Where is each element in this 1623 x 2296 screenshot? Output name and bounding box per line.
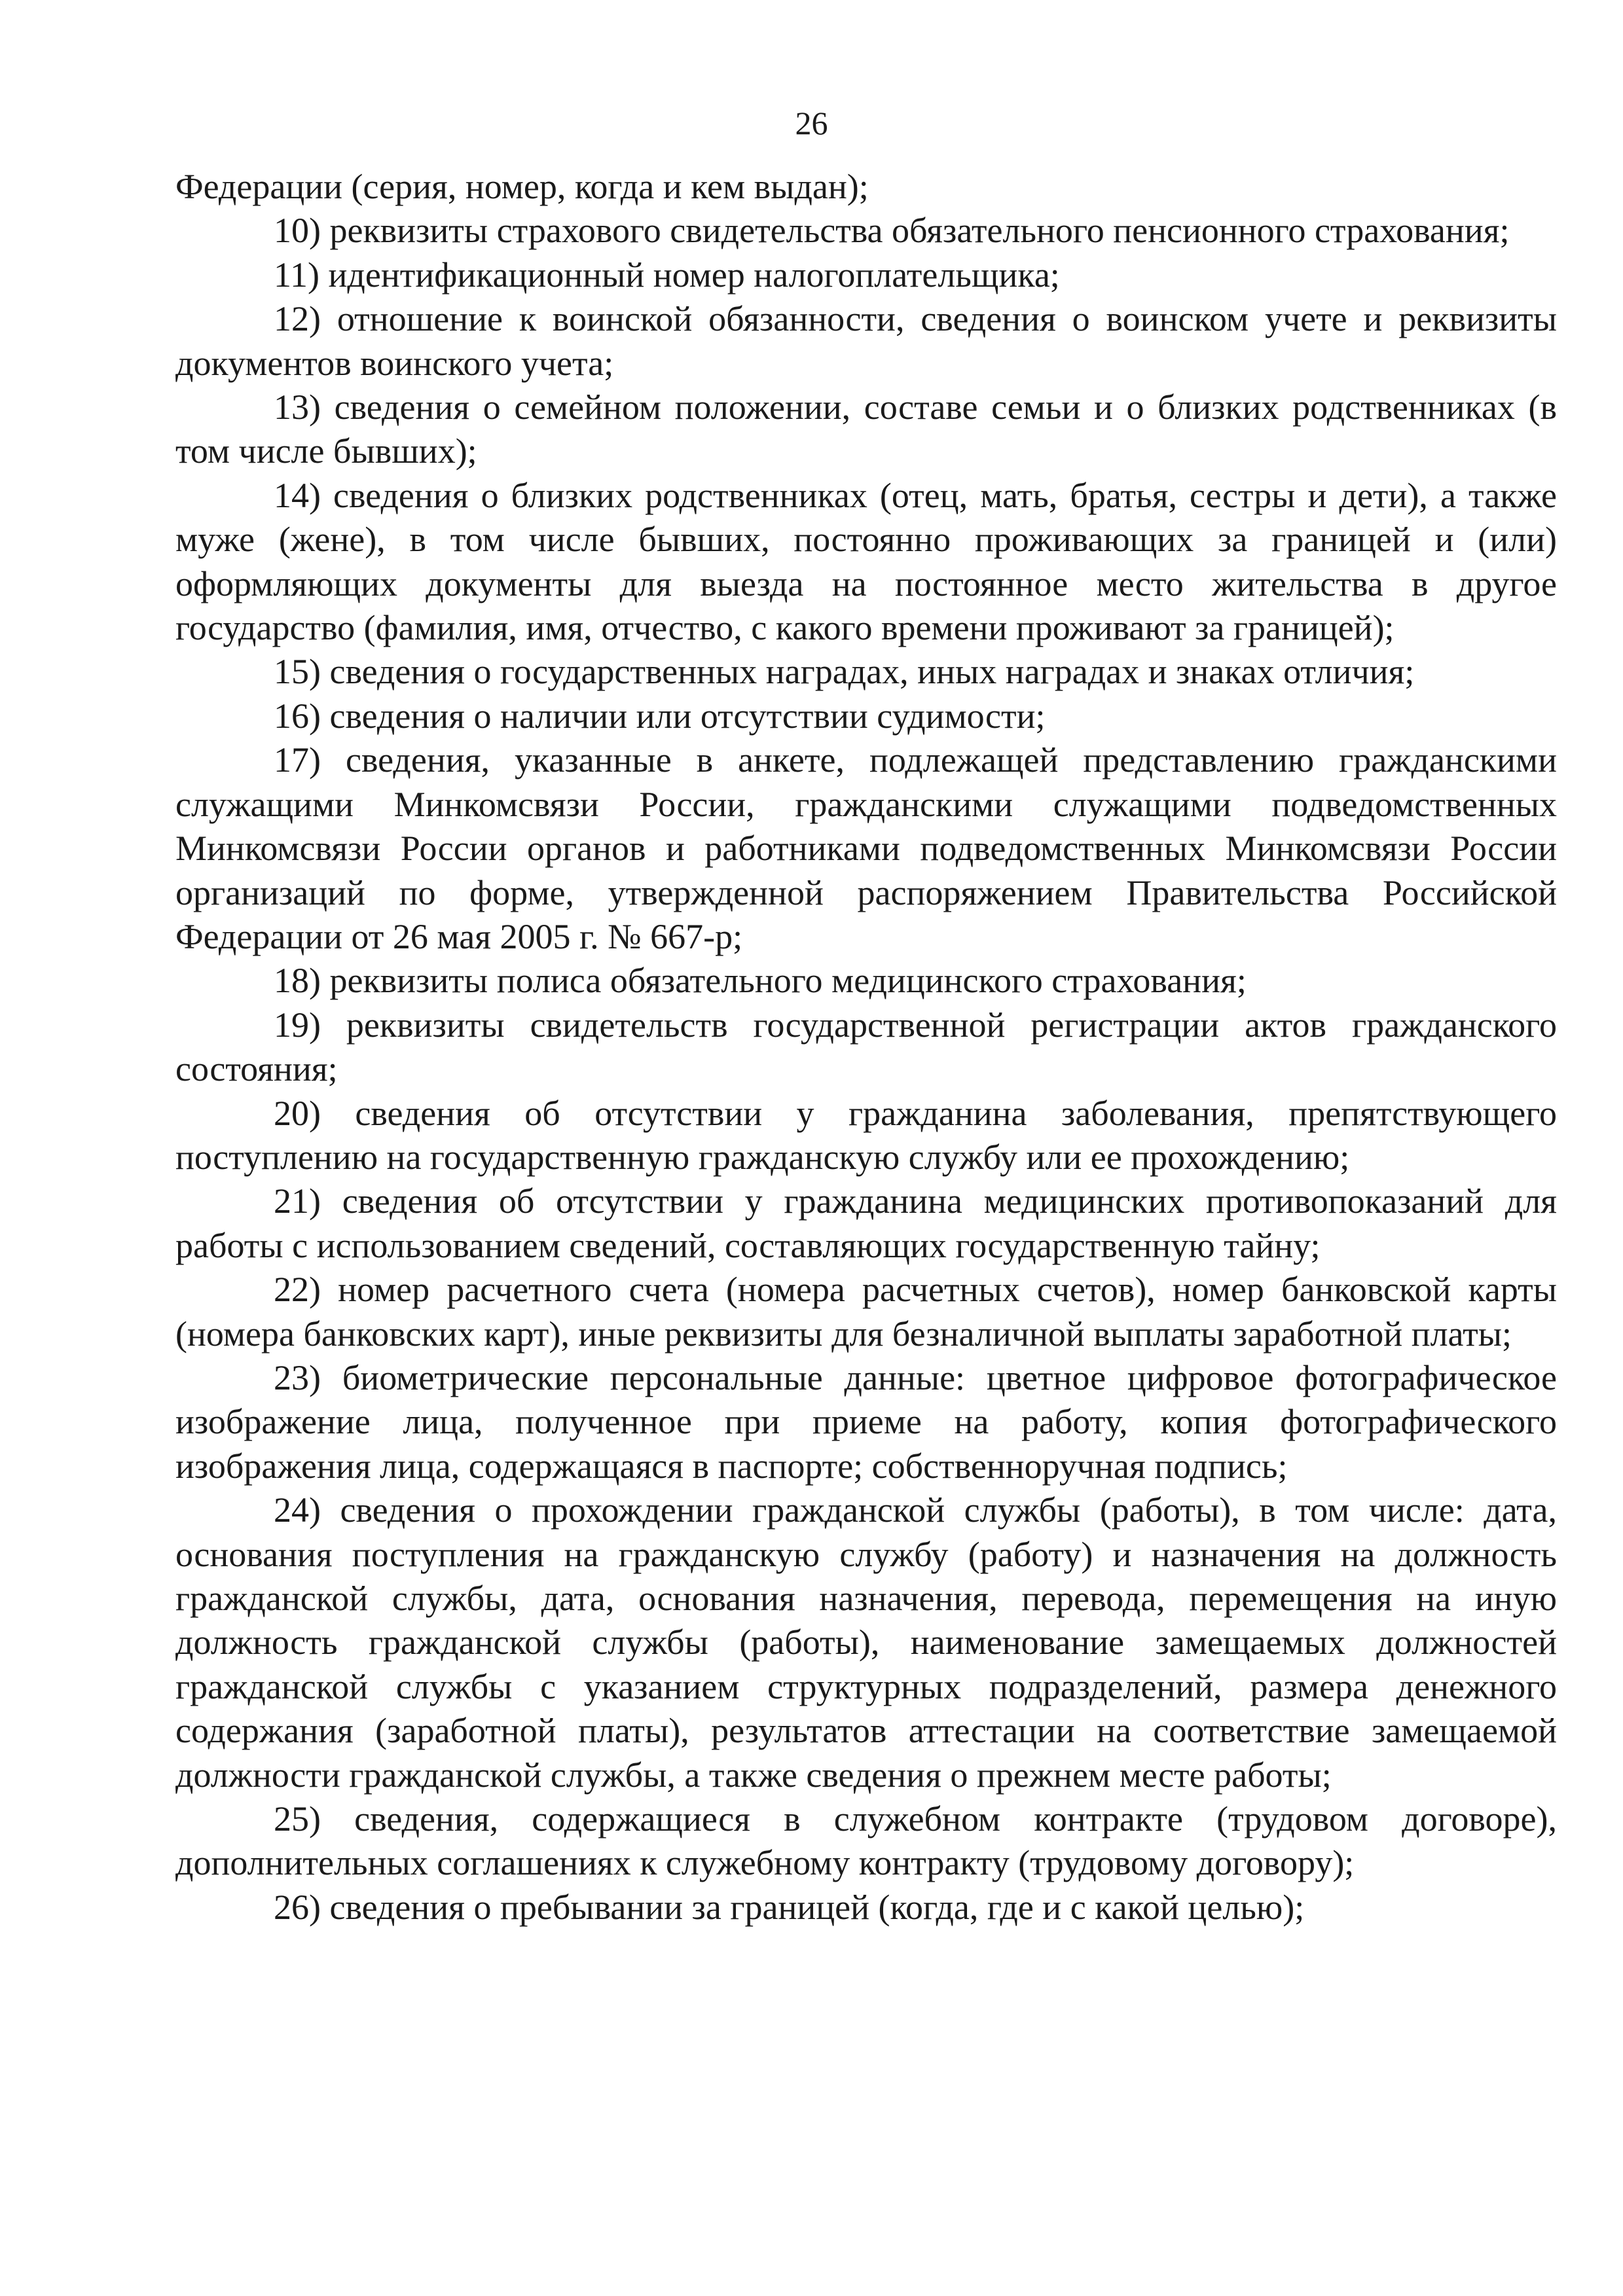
list-item-24: 24) сведения о прохождении гражданской службы (работы), в том числе: дата, основания поступления на гражданскую службу (работу) и назначения на должность гражданской службы, дата, основания назначения, перевода, перемещения на иную должность гражданской службы (работы), наименование замещаемых должностей гражданской службы с указанием структурных подразделений, размера денежного содержания (заработной платы), результатов аттестации на соответствие замещаемой должности гражданской службы, а также сведения о прежнем месте работы; — [175, 1490, 1557, 1795]
list-item-12: 12) отношение к воинской обязанности, сведения о воинском учете и реквизиты документов воинского учета; — [175, 299, 1557, 383]
document-body — [175, 165, 1557, 1929]
list-item-25: 25) сведения, содержащиеся в служебном контракте (трудовом договоре), дополнительных соглашениях к служебному контракту (трудовому договору); — [175, 1799, 1557, 1883]
page-number: 26 — [795, 105, 828, 141]
list-item-22: 22) номер расчетного счета (номера расчетных счетов), номер банковской карты (номера банковских карт), иные реквизиты для безналичной выплаты заработной платы; — [175, 1270, 1557, 1354]
list-item-23: 23) биометрические персональные данные: цветное цифровое фотографическое изображение лица, полученное при приеме на работу, копия фотографического изображения лица, содержащаяся в паспорте; собственноручная подпись; — [175, 1357, 1557, 1486]
list-item-21: 21) сведения об отсутствии у гражданина медицинских противопоказаний для работы с использованием сведений, составляющих государственную тайну; — [175, 1181, 1557, 1265]
paragraph-continuation: Федерации (серия, номер, когда и кем выдан); — [175, 167, 869, 206]
list-item-18: 18) реквизиты полиса обязательного медицинского страхования; — [274, 961, 1247, 1001]
list-item-20: 20) сведения об отсутствии у гражданина заболевания, препятствующего поступлению на государственную гражданскую службу или ее прохождению; — [175, 1093, 1557, 1177]
list-item-15: 15) сведения о государственных наградах, иных наградах и знаках отличия; — [274, 652, 1415, 692]
list-item-13: 13) сведения о семейном положении, составе семьи и о близких родственниках (в том числе бывших); — [175, 387, 1557, 471]
list-item-10: 10) реквизиты страхового свидетельства обязательного пенсионного страхования; — [274, 211, 1510, 251]
list-item-16: 16) сведения о наличии или отсутствии судимости; — [274, 696, 1046, 736]
list-item-14: 14) сведения о близких родственниках (отец, мать, братья, сестры и дети), а также муже (жене), в том числе бывших, постоянно проживающих за границей и (или) оформляющих документы для выезда на постоянное место жительства в другое государство (фамилия, имя, отчество, с какого времени проживают за границей); — [175, 475, 1557, 648]
list-item-17: 17) сведения, указанные в анкете, подлежащей представлению гражданскими служащими Минкомсвязи России, гражданскими служащими подведомственных Минкомсвязи России органов и работниками подведомственных Минкомсвязи России организаций по форме, утвержденной распоряжением Правительства Российской Федерации от 26 мая 2005 г. № 667-р; — [175, 740, 1557, 956]
list-item-19: 19) реквизиты свидетельств государственной регистрации актов гражданского состояния; — [175, 1005, 1557, 1089]
list-item-11: 11) идентификационный номер налогоплательщика; — [274, 255, 1060, 295]
list-item-26: 26) сведения о пребывании за границей (когда, где и с какой целью); — [274, 1887, 1305, 1927]
